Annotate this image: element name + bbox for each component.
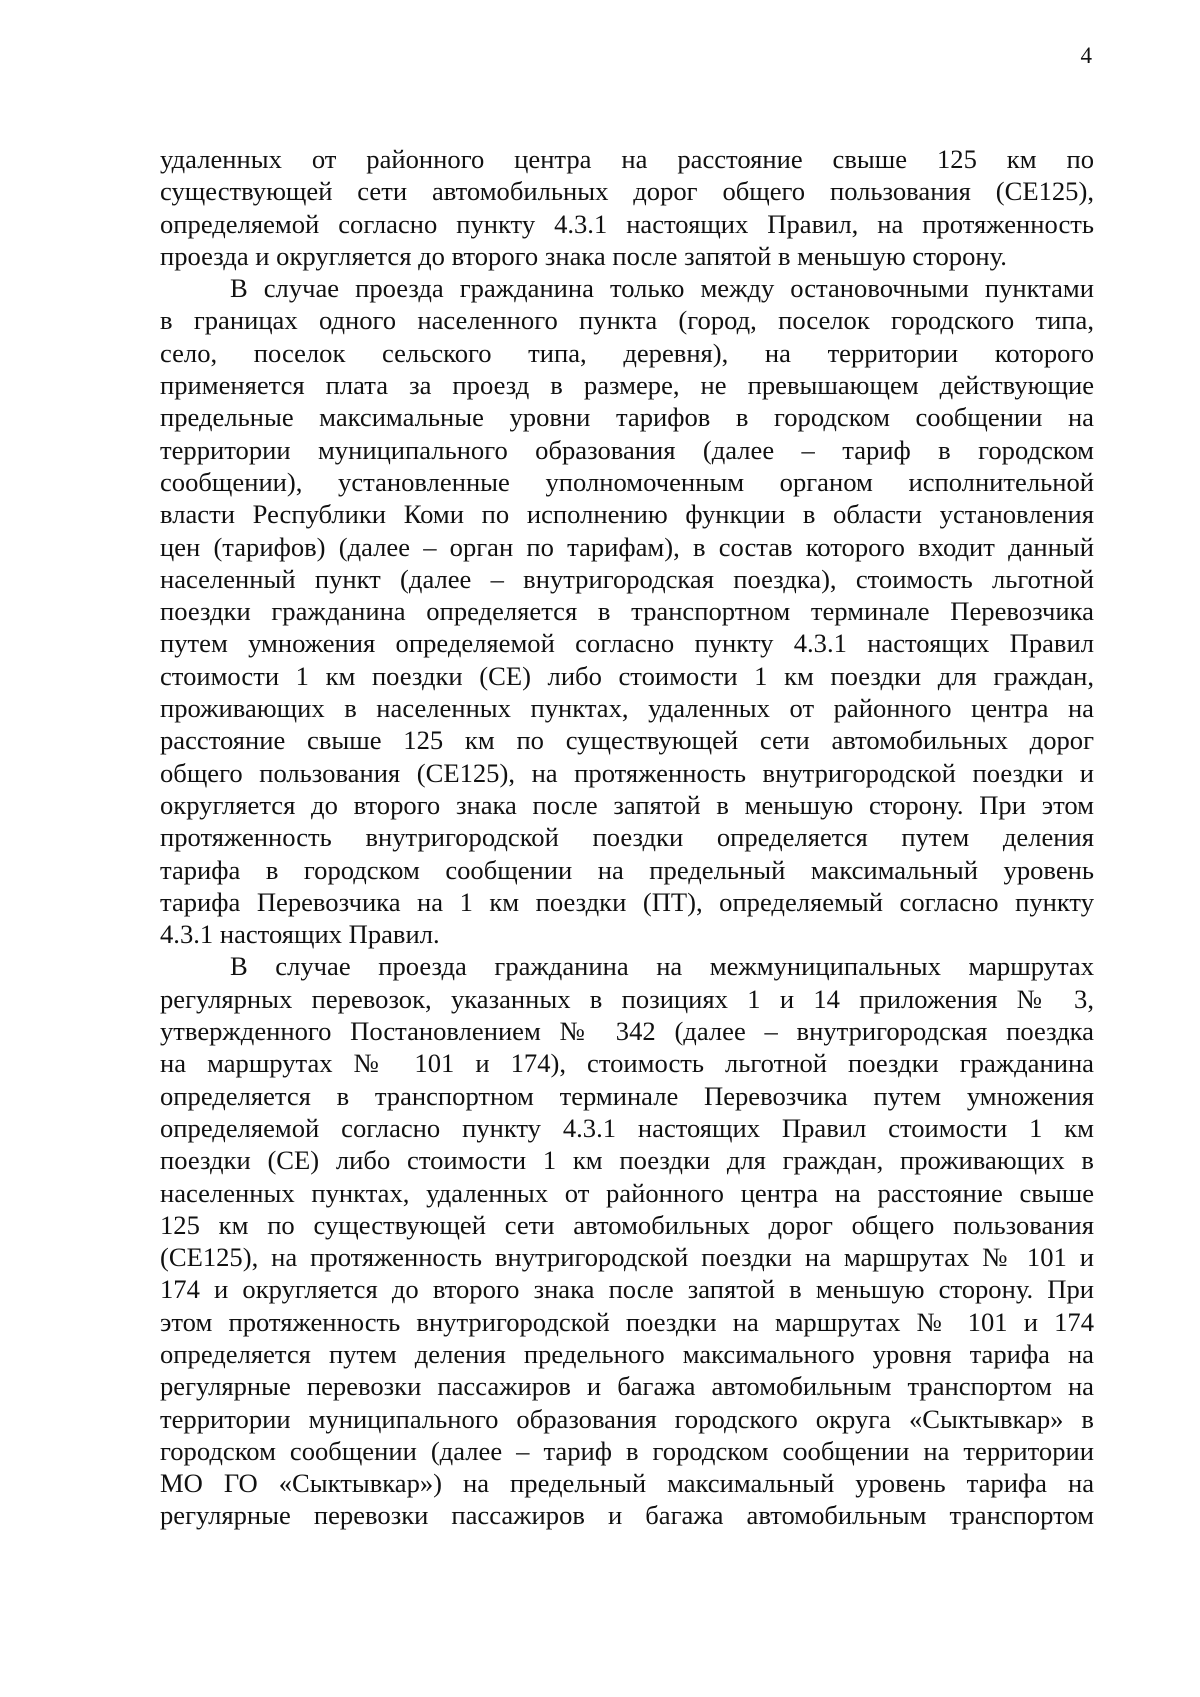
text-line: проезда и округляется до второго знака после запятой в меньшую сторону.	[160, 240, 1007, 271]
text-line: сообщении), установленные уполномоченным органом исполнительной	[160, 466, 1094, 497]
text-line: определяемой согласно пункту 4.3.1 настоящих Правил, на протяженность	[160, 208, 1094, 239]
text-line: власти Республики Коми по исполнению функции в области установления	[160, 499, 1094, 530]
text-line: территории муниципального образования городского округа «Сыктывкар» в	[160, 1403, 1094, 1434]
text-line: в границах одного населенного пункта (город, поселок городского типа,	[160, 305, 1094, 336]
text-line: 125 км по существующей сети автомобильных дорог общего пользования	[160, 1209, 1094, 1240]
text-line: цен (тарифов) (далее – орган по тарифам), в состав которого входит данный	[160, 531, 1094, 562]
text-line: село, поселок сельского типа, деревня), на территории которого	[160, 337, 1094, 368]
paragraph-start-line: В случае проезда гражданина только между остановочными пунктами	[230, 273, 1094, 304]
text-line: населенный пункт (далее – внутригородская поездка), стоимость льготной	[160, 563, 1094, 594]
text-line: определяется путем деления предельного максимального уровня тарифа на	[160, 1338, 1094, 1369]
text-line: на маршрутах № 101 и 174), стоимость льготной поездки гражданина	[160, 1048, 1094, 1079]
text-line: путем умножения определяемой согласно пункту 4.3.1 настоящих Правил	[160, 628, 1094, 659]
text-line: удаленных от районного центра на расстояние свыше 125 км по	[160, 144, 1094, 174]
paragraph-start-line: В случае проезда гражданина на межмуниципальных маршрутах	[230, 951, 1094, 982]
text-line: городском сообщении (далее – тариф в городском сообщении на территории	[160, 1435, 1094, 1466]
text-line: протяженность внутригородской поездки определяется путем деления	[160, 822, 1094, 853]
text-line: поездки гражданина определяется в транспортном терминале Перевозчика	[160, 596, 1094, 627]
text-line: применяется плата за проезд в размере, не превышающем действующие	[160, 370, 1094, 401]
text-line: регулярные перевозки пассажиров и багажа автомобильным транспортом на	[160, 1371, 1094, 1402]
text-line: предельные максимальные уровни тарифов в городском сообщении на	[160, 402, 1094, 433]
text-line: определяется в транспортном терминале Перевозчика путем умножения	[160, 1080, 1094, 1111]
text-line: определяемой согласно пункту 4.3.1 настоящих Правил стоимости 1 км	[160, 1112, 1094, 1143]
text-line: округляется до второго знака после запятой в меньшую сторону. При этом	[160, 789, 1094, 820]
text-line: поездки (СЕ) либо стоимости 1 км поездки для граждан, проживающих в	[160, 1145, 1094, 1176]
text-line: существующей сети автомобильных дорог общего пользования (СЕ125),	[160, 176, 1094, 207]
text-line: этом протяженность внутригородской поездки на маршрутах № 101 и 174	[160, 1306, 1094, 1337]
body-text	[160, 143, 1094, 1532]
text-line: населенных пунктах, удаленных от районного центра на расстояние свыше	[160, 1177, 1094, 1208]
text-line: утвержденного Постановлением № 342 (далее – внутригородская поездка	[160, 1016, 1094, 1047]
text-line: регулярные перевозки пассажиров и багажа автомобильным транспортом	[160, 1500, 1094, 1531]
text-line: тарифа Перевозчика на 1 км поездки (ПТ), определяемый согласно пункту	[160, 886, 1094, 917]
text-line: стоимости 1 км поездки (СЕ) либо стоимости 1 км поездки для граждан,	[160, 660, 1094, 691]
text-line: общего пользования (СЕ125), на протяженность внутригородской поездки и	[160, 757, 1094, 788]
text-line: территории муниципального образования (далее – тариф в городском	[160, 434, 1094, 465]
text-line: (СЕ125), на протяженность внутригородской поездки на маршрутах № 101 и	[160, 1242, 1094, 1273]
page-number: 4	[1080, 43, 1092, 68]
text-line: расстояние свыше 125 км по существующей сети автомобильных дорог	[160, 725, 1094, 756]
text-line: регулярных перевозок, указанных в позициях 1 и 14 приложения № 3,	[160, 983, 1094, 1014]
text-line: тарифа в городском сообщении на предельный максимальный уровень	[160, 854, 1094, 885]
text-line: МО ГО «Сыктывкар») на предельный максимальный уровень тарифа на	[160, 1468, 1094, 1499]
text-line: 174 и округляется до второго знака после запятой в меньшую сторону. При	[160, 1274, 1094, 1305]
text-line: 4.3.1 настоящих Правил.	[160, 919, 440, 950]
text-line: проживающих в населенных пунктах, удаленных от районного центра на	[160, 693, 1094, 724]
